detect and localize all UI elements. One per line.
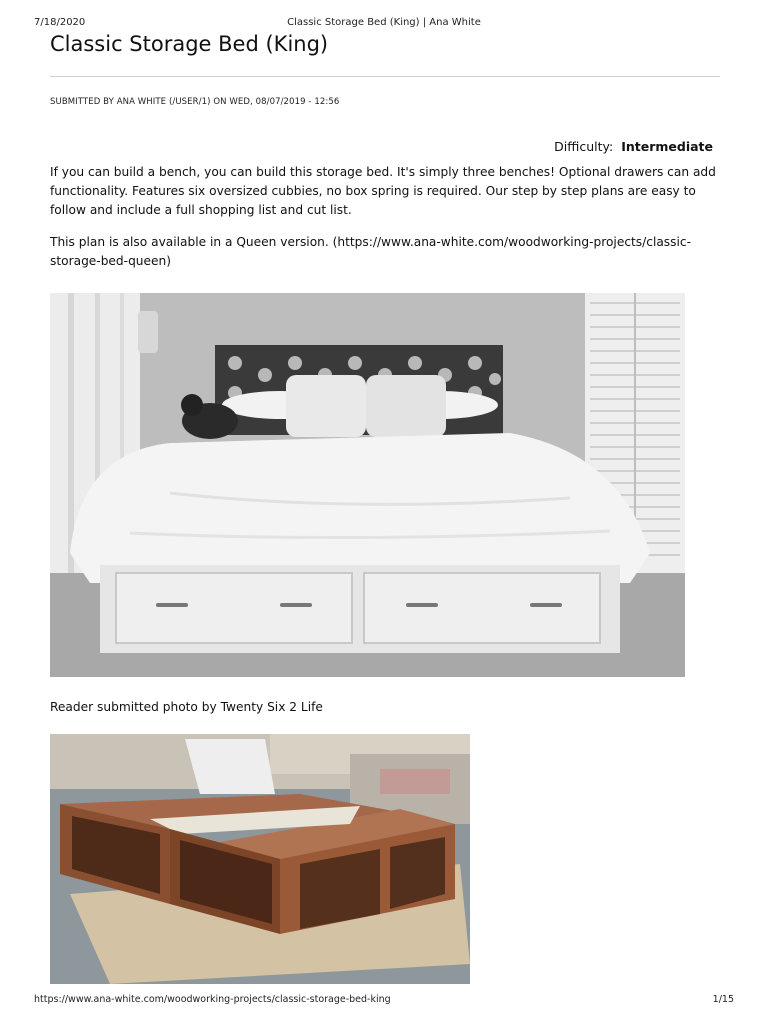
- print-header-title: Classic Storage Bed (King) | Ana White: [287, 17, 481, 28]
- page-number: 1/15: [712, 994, 734, 1005]
- submitted-by-line: SUBMITTED BY ANA WHITE (/USER/1) ON WED, 08/07/2019 - 12:56: [50, 97, 340, 107]
- page-title: Classic Storage Bed (King): [50, 32, 329, 56]
- title-divider: [50, 76, 720, 77]
- photo-caption: Reader submitted photo by Twenty Six 2 Life: [50, 700, 323, 714]
- intro-paragraph: If you can build a bench, you can build this storage bed. It's simply three benches! Optional drawers can add functionality. Features six oversized cubbies, no box spring is required. Our step by step plans are easy to follow and include a full shopping list and cut list.: [50, 165, 716, 217]
- queen-version-paragraph[interactable]: This plan is also available in a Queen version. (https://www.ana-white.com/woodworking-projects/classic-storage-bed-queen): [50, 235, 691, 268]
- print-footer-url: https://www.ana-white.com/woodworking-projects/classic-storage-bed-king: [34, 994, 391, 1005]
- bed-photo: [50, 293, 685, 677]
- difficulty: [554, 139, 713, 154]
- print-date: 7/18/2020: [34, 17, 86, 28]
- difficulty-value: Intermediate: [621, 139, 713, 154]
- difficulty-label: Difficulty:: [554, 139, 614, 154]
- wood-bed-frame-photo: [50, 734, 470, 984]
